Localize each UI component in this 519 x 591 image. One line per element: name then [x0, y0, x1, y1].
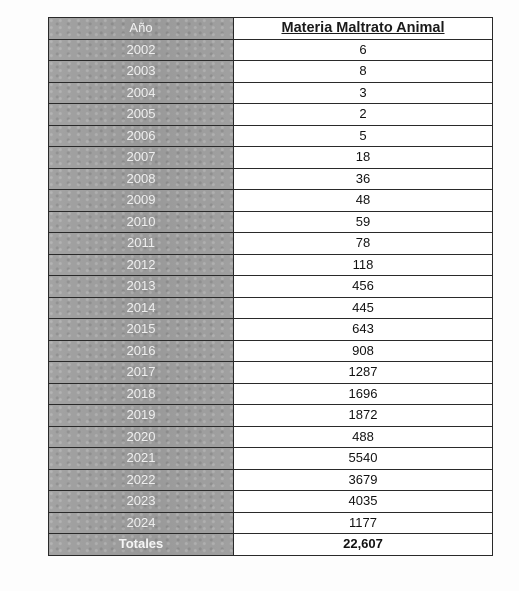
year-cell: 2023 [49, 491, 234, 513]
table-row [49, 168, 493, 190]
table-row [49, 254, 493, 276]
value-cell: 36 [234, 168, 493, 190]
value-column-title: Materia Maltrato Animal [281, 20, 445, 37]
year-cell: 2009 [49, 190, 234, 212]
table-header-row [49, 18, 493, 40]
table-row [49, 297, 493, 319]
year-cell: 2002 [49, 39, 234, 61]
table-row [49, 233, 493, 255]
year-cell: 2014 [49, 297, 234, 319]
value-cell: 6 [234, 39, 493, 61]
value-cell: 118 [234, 254, 493, 276]
year-cell: 2007 [49, 147, 234, 169]
value-cell: 456 [234, 276, 493, 298]
year-column-header: Año [49, 18, 234, 40]
year-cell: 2006 [49, 125, 234, 147]
table-row [49, 190, 493, 212]
totals-value: 22,607 [234, 534, 493, 556]
year-cell: 2008 [49, 168, 234, 190]
year-cell: 2005 [49, 104, 234, 126]
table-row [49, 82, 493, 104]
table-row [49, 104, 493, 126]
value-cell: 59 [234, 211, 493, 233]
value-cell: 78 [234, 233, 493, 255]
year-cell: 2010 [49, 211, 234, 233]
value-cell: 1177 [234, 512, 493, 534]
value-cell: 908 [234, 340, 493, 362]
table-row [49, 426, 493, 448]
table-row [49, 448, 493, 470]
year-cell: 2021 [49, 448, 234, 470]
value-cell: 4035 [234, 491, 493, 513]
year-cell: 2013 [49, 276, 234, 298]
animal-abuse-table [48, 17, 493, 556]
year-cell: 2018 [49, 383, 234, 405]
value-column-header [234, 18, 493, 40]
year-cell: 2016 [49, 340, 234, 362]
value-cell: 5540 [234, 448, 493, 470]
value-cell: 643 [234, 319, 493, 341]
table-row [49, 319, 493, 341]
table-container [48, 17, 492, 556]
table-row [49, 383, 493, 405]
table-row [49, 491, 493, 513]
value-cell: 48 [234, 190, 493, 212]
table-row [49, 61, 493, 83]
value-cell: 5 [234, 125, 493, 147]
table-row [49, 512, 493, 534]
value-cell: 488 [234, 426, 493, 448]
year-cell: 2011 [49, 233, 234, 255]
year-cell: 2020 [49, 426, 234, 448]
year-cell: 2022 [49, 469, 234, 491]
year-cell: 2024 [49, 512, 234, 534]
year-cell: 2012 [49, 254, 234, 276]
table-row [49, 405, 493, 427]
value-cell: 1872 [234, 405, 493, 427]
value-cell: 2 [234, 104, 493, 126]
table-body [49, 39, 493, 534]
value-cell: 1287 [234, 362, 493, 384]
value-cell: 3679 [234, 469, 493, 491]
year-cell: 2015 [49, 319, 234, 341]
totals-row [49, 534, 493, 556]
table-row [49, 340, 493, 362]
value-cell: 1696 [234, 383, 493, 405]
value-cell: 445 [234, 297, 493, 319]
table-row [49, 469, 493, 491]
table-row [49, 362, 493, 384]
value-cell: 18 [234, 147, 493, 169]
table-row [49, 39, 493, 61]
totals-label: Totales [49, 534, 234, 556]
year-cell: 2019 [49, 405, 234, 427]
table-row [49, 276, 493, 298]
year-cell: 2017 [49, 362, 234, 384]
table-row [49, 125, 493, 147]
table-row [49, 147, 493, 169]
value-cell: 8 [234, 61, 493, 83]
year-cell: 2004 [49, 82, 234, 104]
table-row [49, 211, 493, 233]
value-cell: 3 [234, 82, 493, 104]
year-cell: 2003 [49, 61, 234, 83]
